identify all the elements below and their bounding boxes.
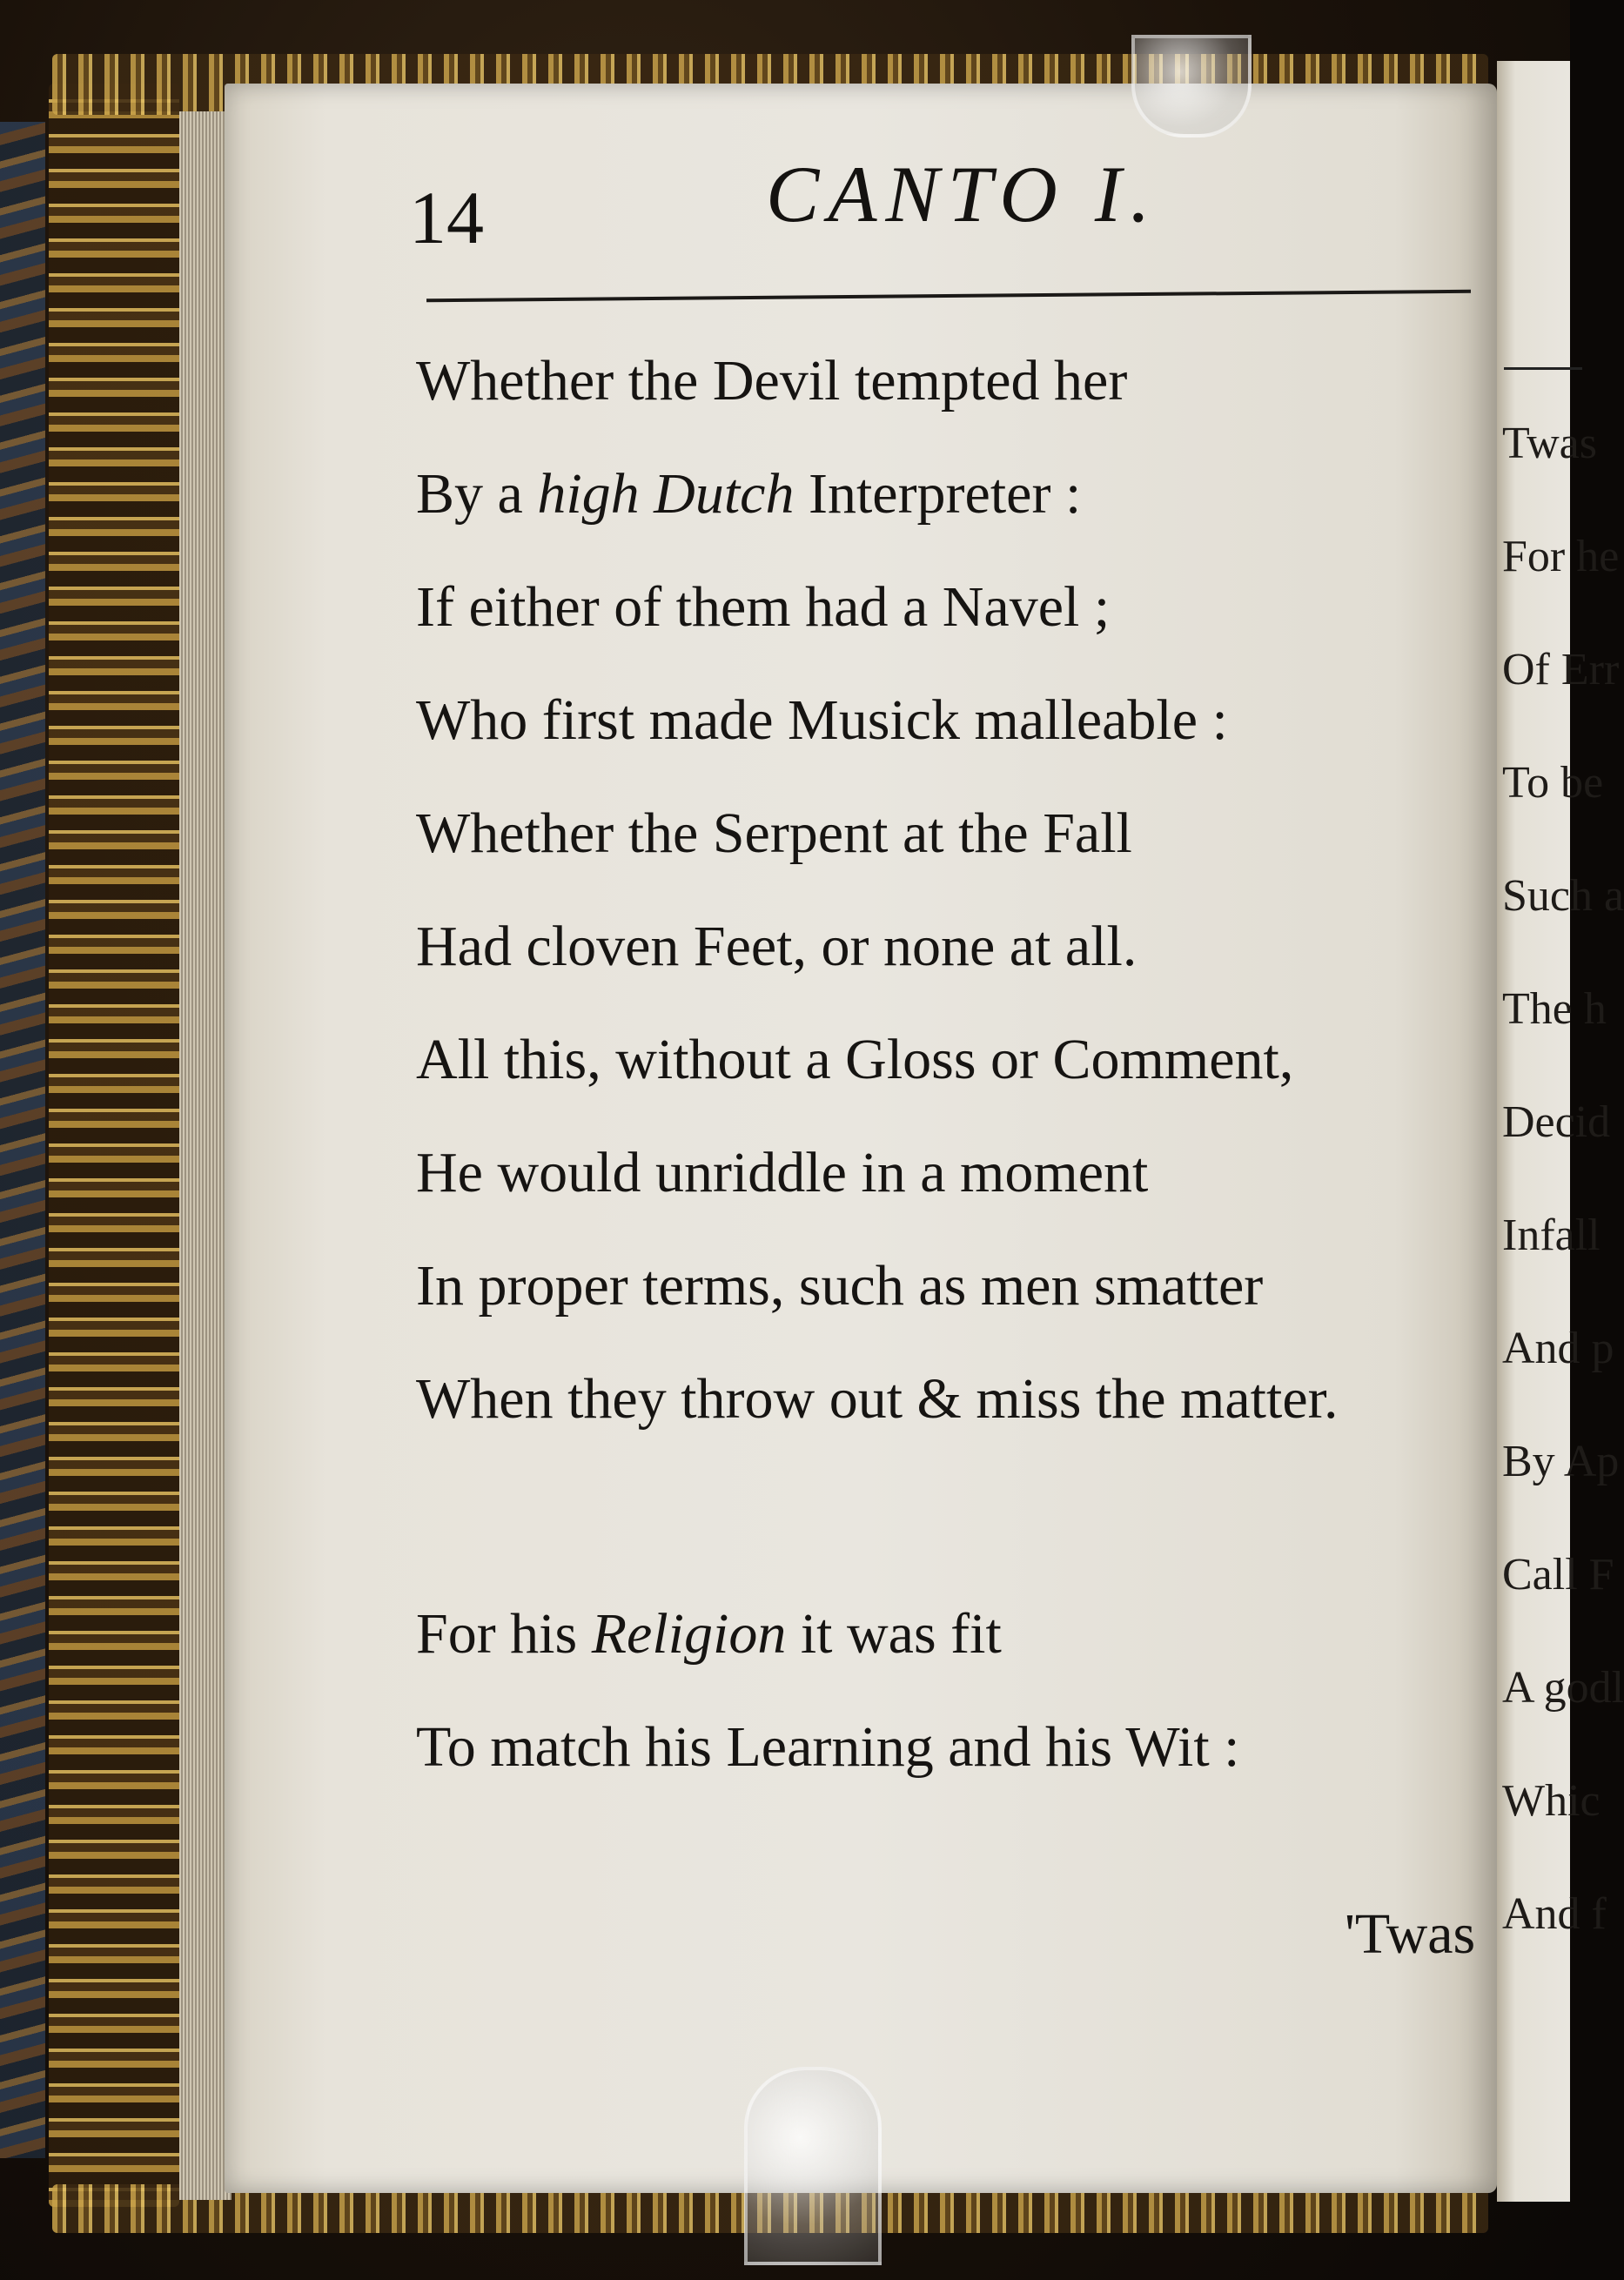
- facing-page-line: By Ap: [1502, 1437, 1620, 1486]
- verse-line: [416, 1140, 1148, 1206]
- facing-page-line: Infall: [1502, 1210, 1601, 1260]
- verse-line: [416, 914, 1137, 980]
- verse-text: He would unriddle in a moment: [416, 1141, 1149, 1204]
- verse-text: Whether the Serpent at the Fall: [416, 801, 1132, 865]
- facing-page-line: And f: [1502, 1889, 1607, 1939]
- verse-line: [416, 801, 1132, 867]
- facing-page-rule: [1504, 367, 1582, 370]
- verse-line: [416, 687, 1228, 754]
- verse-line: [416, 348, 1127, 414]
- verse-line: [416, 574, 1110, 640]
- verse-text: All this, without a Gloss or Comment,: [416, 1028, 1294, 1091]
- facing-page-line: Twas: [1502, 419, 1598, 468]
- verse-italic-text: Religion: [591, 1602, 787, 1666]
- page-number: 14: [409, 176, 484, 259]
- facing-page-line: Decid: [1502, 1097, 1611, 1147]
- verse-text: Interpreter :: [794, 462, 1082, 526]
- verse-line: [416, 1714, 1240, 1780]
- verse-line: [416, 1027, 1293, 1093]
- facing-page-line: Such a: [1502, 871, 1624, 921]
- verse-line: [416, 461, 1081, 527]
- verse-text: In proper terms, such as men smatter: [416, 1254, 1264, 1318]
- page-clip-bottom: [744, 2067, 882, 2265]
- facing-page-line: A godl: [1502, 1663, 1624, 1713]
- gilt-border-left: [49, 84, 179, 2207]
- verse-line: [416, 1601, 1002, 1667]
- verse-text: For his: [416, 1602, 592, 1666]
- verse-line: [416, 1366, 1338, 1432]
- verse-text: Whether the Devil tempted her: [416, 349, 1128, 412]
- verse-text: When they throw out & miss the matter.: [416, 1367, 1339, 1431]
- facing-page-line: The h: [1502, 984, 1607, 1034]
- page-clip-top: [1131, 35, 1252, 137]
- marbled-endpaper-edge: [0, 122, 45, 2158]
- facing-page-line: For he: [1502, 532, 1620, 581]
- verse-text: If either of them had a Navel ;: [416, 575, 1111, 639]
- facing-page-line: Call F: [1502, 1550, 1614, 1599]
- facing-page-line: Of Err: [1502, 645, 1620, 694]
- page-edges: [179, 111, 232, 2200]
- facing-page-line: To be: [1502, 758, 1604, 808]
- verse-line: [416, 1253, 1263, 1319]
- catchword: 'Twas: [1345, 1902, 1476, 1966]
- verse-text: Had cloven Feet, or none at all.: [416, 915, 1137, 978]
- running-head: CANTO I.: [766, 150, 1159, 238]
- facing-page-line: And p: [1502, 1324, 1614, 1373]
- verse-italic-text: high Dutch: [537, 462, 795, 526]
- facing-page: [1497, 61, 1624, 2202]
- verse-text: it was fit: [786, 1602, 1002, 1666]
- verse-text: By a: [416, 462, 538, 526]
- verse-text: To match his Learning and his Wit :: [416, 1715, 1240, 1779]
- verse-text: Who first made Musick malleable :: [416, 688, 1228, 752]
- facing-page-line: Whic: [1502, 1776, 1601, 1826]
